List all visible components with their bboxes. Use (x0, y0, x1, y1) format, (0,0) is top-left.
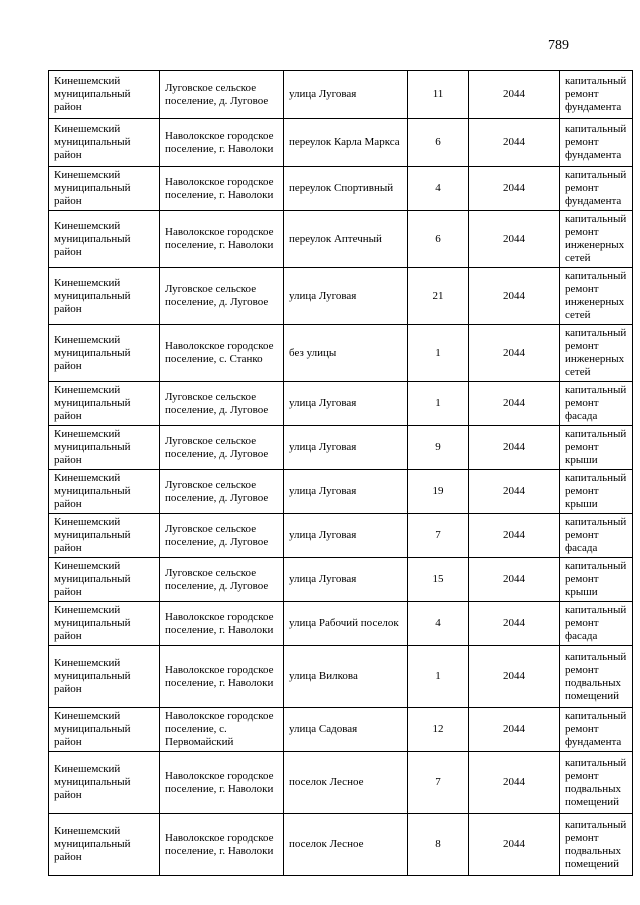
house-number-cell: 9 (408, 426, 469, 470)
work-type-cell: капитальный ремонт инженерных сетей (560, 211, 633, 268)
table-row (49, 71, 633, 119)
house-number-cell: 12 (408, 708, 469, 752)
year-cell: 2044 (469, 558, 560, 602)
table-row (49, 167, 633, 211)
work-type-cell: капитальный ремонт подвальных помещений (560, 814, 633, 876)
district-cell: Кинешемский муниципальный район (49, 119, 160, 167)
street-cell: улица Луговая (284, 382, 408, 426)
work-type-cell: капитальный ремонт подвальных помещений (560, 646, 633, 708)
table-row (49, 558, 633, 602)
house-number-cell: 21 (408, 268, 469, 325)
table-row (49, 325, 633, 382)
work-type-cell: капитальный ремонт инженерных сетей (560, 325, 633, 382)
work-type-cell: капитальный ремонт фасада (560, 602, 633, 646)
year-cell: 2044 (469, 514, 560, 558)
district-cell: Кинешемский муниципальный район (49, 646, 160, 708)
settlement-cell: Луговское сельское поселение, д. Луговое (160, 470, 284, 514)
table-row (49, 211, 633, 268)
year-cell: 2044 (469, 470, 560, 514)
settlement-cell: Наволокское городское поселение, г. Наволоки (160, 119, 284, 167)
work-type-cell: капитальный ремонт крыши (560, 426, 633, 470)
street-cell: улица Луговая (284, 426, 408, 470)
work-type-cell: капитальный ремонт фундамента (560, 708, 633, 752)
table-row (49, 382, 633, 426)
house-number-cell: 7 (408, 752, 469, 814)
settlement-cell: Наволокское городское поселение, г. Наволоки (160, 646, 284, 708)
work-type-cell: капитальный ремонт фасада (560, 382, 633, 426)
street-cell: улица Рабочий поселок (284, 602, 408, 646)
settlement-cell: Наволокское городское поселение, г. Наволоки (160, 211, 284, 268)
house-number-cell: 15 (408, 558, 469, 602)
settlement-cell: Наволокское городское поселение, г. Наволоки (160, 814, 284, 876)
street-cell: без улицы (284, 325, 408, 382)
house-number-cell: 4 (408, 602, 469, 646)
district-cell: Кинешемский муниципальный район (49, 814, 160, 876)
work-type-cell: капитальный ремонт фасада (560, 514, 633, 558)
settlement-cell: Наволокское городское поселение, с. Станко (160, 325, 284, 382)
district-cell: Кинешемский муниципальный район (49, 752, 160, 814)
street-cell: поселок Лесное (284, 752, 408, 814)
year-cell: 2044 (469, 167, 560, 211)
street-cell: улица Луговая (284, 514, 408, 558)
house-number-cell: 6 (408, 119, 469, 167)
district-cell: Кинешемский муниципальный район (49, 268, 160, 325)
street-cell: улица Луговая (284, 470, 408, 514)
work-type-cell: капитальный ремонт крыши (560, 470, 633, 514)
year-cell: 2044 (469, 752, 560, 814)
year-cell: 2044 (469, 602, 560, 646)
street-cell: улица Вилкова (284, 646, 408, 708)
table-row (49, 426, 633, 470)
street-cell: улица Луговая (284, 558, 408, 602)
district-cell: Кинешемский муниципальный район (49, 514, 160, 558)
district-cell: Кинешемский муниципальный район (49, 426, 160, 470)
settlement-cell: Луговское сельское поселение, д. Луговое (160, 382, 284, 426)
district-cell: Кинешемский муниципальный район (49, 167, 160, 211)
table-row (49, 470, 633, 514)
house-number-cell: 7 (408, 514, 469, 558)
house-number-cell: 1 (408, 325, 469, 382)
house-number-cell: 1 (408, 646, 469, 708)
table-row (49, 752, 633, 814)
year-cell: 2044 (469, 382, 560, 426)
district-cell: Кинешемский муниципальный район (49, 470, 160, 514)
table-row (49, 514, 633, 558)
registry-table (48, 70, 633, 876)
settlement-cell: Луговское сельское поселение, д. Луговое (160, 426, 284, 470)
district-cell: Кинешемский муниципальный район (49, 558, 160, 602)
table-row (49, 646, 633, 708)
settlement-cell: Наволокское городское поселение, г. Наволоки (160, 752, 284, 814)
district-cell: Кинешемский муниципальный район (49, 325, 160, 382)
settlement-cell: Наволокское городское поселение, с. Первомайский (160, 708, 284, 752)
street-cell: переулок Аптечный (284, 211, 408, 268)
house-number-cell: 4 (408, 167, 469, 211)
house-number-cell: 1 (408, 382, 469, 426)
work-type-cell: капитальный ремонт инженерных сетей (560, 268, 633, 325)
year-cell: 2044 (469, 646, 560, 708)
settlement-cell: Наволокское городское поселение, г. Наволоки (160, 602, 284, 646)
year-cell: 2044 (469, 325, 560, 382)
house-number-cell: 6 (408, 211, 469, 268)
work-type-cell: капитальный ремонт фундамента (560, 119, 633, 167)
year-cell: 2044 (469, 211, 560, 268)
page-number: 789 (548, 38, 569, 53)
street-cell: улица Луговая (284, 268, 408, 325)
street-cell: переулок Спортивный (284, 167, 408, 211)
settlement-cell: Луговское сельское поселение, д. Луговое (160, 268, 284, 325)
year-cell: 2044 (469, 268, 560, 325)
street-cell: переулок Карла Маркса (284, 119, 408, 167)
year-cell: 2044 (469, 71, 560, 119)
year-cell: 2044 (469, 119, 560, 167)
work-type-cell: капитальный ремонт фундамента (560, 167, 633, 211)
district-cell: Кинешемский муниципальный район (49, 211, 160, 268)
house-number-cell: 11 (408, 71, 469, 119)
settlement-cell: Наволокское городское поселение, г. Наволоки (160, 167, 284, 211)
district-cell: Кинешемский муниципальный район (49, 708, 160, 752)
registry-table-body (49, 71, 633, 876)
house-number-cell: 19 (408, 470, 469, 514)
district-cell: Кинешемский муниципальный район (49, 382, 160, 426)
year-cell: 2044 (469, 426, 560, 470)
work-type-cell: капитальный ремонт фундамента (560, 71, 633, 119)
table-row (49, 814, 633, 876)
table-row (49, 602, 633, 646)
table-row (49, 119, 633, 167)
table-row (49, 268, 633, 325)
settlement-cell: Луговское сельское поселение, д. Луговое (160, 71, 284, 119)
street-cell: улица Луговая (284, 71, 408, 119)
street-cell: поселок Лесное (284, 814, 408, 876)
table-row (49, 708, 633, 752)
year-cell: 2044 (469, 814, 560, 876)
house-number-cell: 8 (408, 814, 469, 876)
year-cell: 2044 (469, 708, 560, 752)
street-cell: улица Садовая (284, 708, 408, 752)
settlement-cell: Луговское сельское поселение, д. Луговое (160, 558, 284, 602)
district-cell: Кинешемский муниципальный район (49, 71, 160, 119)
work-type-cell: капитальный ремонт крыши (560, 558, 633, 602)
district-cell: Кинешемский муниципальный район (49, 602, 160, 646)
work-type-cell: капитальный ремонт подвальных помещений (560, 752, 633, 814)
settlement-cell: Луговское сельское поселение, д. Луговое (160, 514, 284, 558)
